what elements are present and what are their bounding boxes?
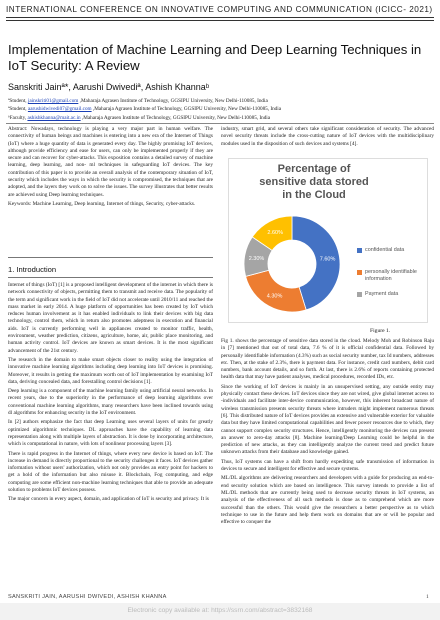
footer-authors: SANSKRITI JAIN, AARUSHI DWIVEDI, ASHISH KHANNA <box>8 594 167 600</box>
intro-paragraph: The major concern in every aspect, domain, and application of IoT is security and privacy. It is <box>8 496 209 503</box>
abstract-block <box>8 126 213 210</box>
pie-slice-label: 2.60% <box>267 230 283 237</box>
right-column-body <box>221 338 434 528</box>
intro-left-column <box>8 282 213 506</box>
figure-title: Percentage of sensitive data stored in the Cloud <box>259 163 369 201</box>
legend-label: personally identifiable information <box>365 269 417 282</box>
header-rule-bottom <box>6 20 434 21</box>
email-link-1[interactable]: jainskriti01@gmail.com <box>27 98 79 104</box>
affiliations <box>8 97 434 122</box>
ssrn-watermark-text: Electronic copy available at: https://ssrn.com/abstract=3832168 <box>127 607 313 614</box>
body-paragraph: Since the working of IoT devices is mainly in an unsupervised setting, any outside entity may physically contact these devices. IoT devices since they are not wired, give global internet access to -individuals and facilitate inter-device communication, however, this inherent broadcast nature of wireless transmission presents security threats where intruders might implement numerous threats [6]. This distributed nature of IoT devices provides an extensive and vulnerable exterior for valuable data but they have limited computational capabilities and fewer power resources due to which, they cannot support complex security structures. Hence, intelligently monitoring the devices can present an answer to zero-day attacks [8]. Machine learning/Deep Learning could be helpful in the prediction of new attacks, as they can intelligently analyze the current trend and predict future unknown attacks from their database and knowledge gained. <box>221 383 434 456</box>
legend-swatch <box>357 270 362 275</box>
section-separator <box>8 277 213 278</box>
intro-paragraph: Deep learning is a component of the machine learning family using artificial neural networks. In recent years, due to the superiority in the performance of deep learning algorithms over conventional machine learning algorithms, many researchers have been inclined towards using dl algorithms for enhancing security in the IoT environment. <box>8 388 213 417</box>
email-link-3[interactable]: ashishkhanna@mait.ac.in <box>27 114 81 121</box>
body-paragraph: Fig 1. shows the percentage of sensitive data stored in the cloud. Melody Moh and Robinson Raju in [7] mentioned that out of total data, 7.6 % of it is official confidential data. Followed by personally identifiable information (4.3%) such as social security number, tax Id numbers, addresses etc. Then, at the stake of 2.3%, there is payment data. For instance, credit card numbers, debit card numbers, bank account details, and so forth. At last, there is 2.6% of reports containing protected health data that may have patient analyses, medical procedures, recorded IDs, etc. <box>221 338 434 381</box>
email-link-2[interactable]: aarushidwivedi07@gmail.com <box>27 106 92 113</box>
legend-label: Payment data <box>365 291 399 297</box>
page-number: 1 <box>426 594 429 600</box>
abstract-separator <box>8 257 213 258</box>
affiliation-2: ªStudent, aarushidwivedi07@gmail.com ,Maharaja Agrasen Institute of Technology, GGSIPU University, New Delhi-110085, India <box>8 106 282 113</box>
intro-paragraph: Internet of things (IoT) [1] is a proposed intelligent development of the internet in which there is network connectivity of objects, permitting them to transmit and receive data. The popularity of the term and significant work in the field of IoT did not accelerate until 2010/11 and reached the mass market in early 2014. A huge platform of opportunities has been created by IoT which reduces human involvement as it has enabled individuals to link their devices with big data technology, control them, which in return also promotes adeptness in execution and financial aids. IoT is currently performing well in appliances created to monitor traffic, health, environment, weather prediction, citizens, agriculture, home, air, public place monitoring, and human activity control. IoT devices are known as smart devices. It is the most significant advancement of the 21st century. <box>8 282 213 354</box>
pie-chart <box>237 209 357 319</box>
right-column-top-text: industry, smart grid, and several others take significant consideration of security. The advanced novel security threats include the cross-cutting nature of IoT devices with the multidisciplinary modules used in the disposition of such devices and systems [4]. <box>221 126 434 147</box>
author-line: Sanskriti Jainª*, Aarushi Dwivediª, Ashish Khannaᵇ <box>8 82 210 92</box>
body-paragraph: ML/DL algorithms are delivering researchers and developers with a guide for producing an end-to-end security solution which are based on intelligence. This survey intends to provide a list of ML/DL methods that are currently being used to decrease security threats in IoT systems, an analysis of the effectiveness of all such methods is done as to comprehend which are more successful than the others. This would give the researchers a better perspective as to which technique to use in the future and help them work on domains that are or will be popular and effective to conquer the <box>221 475 434 526</box>
figure-1 <box>228 158 428 323</box>
intro-paragraph: The research in the domain to make smart objects closer to reality using the integration of innovative machine learning algorithms including deep learning into IoT devices is promising. Moreover, it results in getting the maximum worth out of IoT implementation by examining IoT data, deriving concealed data, and forestalling control decisions [1]. <box>8 356 213 385</box>
legend-label: confidential data <box>365 247 405 253</box>
legend-swatch <box>357 292 362 297</box>
conference-header: INTERNATIONAL CONFERENCE ON INNOVATIVE COMPUTING AND COMMUNICATION (ICICC- 2021) <box>6 5 433 14</box>
affiliation-1: ªStudent, jainskriti01@gmail.com ,Maharaja Agrasen Institute of Technology, GGSIPU University, New Delhi-110085, India <box>8 98 268 104</box>
header-rule-top <box>6 17 434 18</box>
intro-paragraph: There is rapid progress in the Internet of things, where every new device is based on IoT. The increase in demand is directly proportional to the security challenges it faces. IoT devices gather information without users' authorization, which not only provides an entry point for hackers to get a hold of the information but also misuse it. Blockchain, Fog computing, and edge computing are some efficient non-machine learning techniques that able to provide an adequate solution to problems IoT devices possess. <box>8 450 213 494</box>
pie-slice-label: 2.30% <box>248 255 265 262</box>
pie-slice-label: 7.60% <box>319 256 336 263</box>
figure-caption: Figure 1. <box>370 328 391 334</box>
body-paragraph: Thus, IoT systems can have a shift from hardly expediting safe transmission of information in devices to secure and intelligent for effective and secure systems. <box>221 458 434 473</box>
intro-paragraph: In [2] authors emphasize the fact that deep Learning uses several layers of units for greatly optimized algorithmic techniques. DL approaches have the capability of learning data representation along with multiple layers of abstraction. It is done by incorporating architecture, which is computational in nature, with lots of nonlinear processing layers [3]. <box>8 419 213 448</box>
affiliation-rule <box>6 123 434 124</box>
paper-title: Implementation of Machine Learning and Deep Learning Techniques in IoT Security: A Review <box>8 42 422 73</box>
legend-swatch <box>357 248 362 253</box>
pie-slice-label: 4.30% <box>266 293 283 300</box>
pie-slice <box>246 270 307 312</box>
section-heading-introduction: 1. Introduction <box>8 265 57 274</box>
affiliation-3: ᵇFaculty, ashishkhanna@mait.ac.in ,Maharaja Agrasen Institute of Technology, GGSIPU University, New Delhi-110085, India <box>8 114 271 121</box>
abstract-text: Abstract: Nowadays, technology is playing a very major part in human welfare. The connectivity of human beings and machines is entering into a new era of the Internet of Things (IoT) where a huge quantity of data is generated every day. The highly promising IoT devices, although provide efficiency and ease for users, can only be implemented properly if they are secure and can recover for cyber-attacks. This exposition contains a detailed survey of machine learning, deep learning, and non- ml techniques in safeguarding IoT devices. The key contribution of this paper is to provide an overall analysis of the contemporary situation of IoT, security which includes the ways in which the security is compromised, the techniques that are adopted, and the layers they work on to solve the issues. The survey illustrates that better results are achieved using Deep learning techniques. <box>8 126 213 198</box>
keywords-text: Keywords: Machine Learning, Deep learning, Internet of things, Security, cyber-attacks. <box>8 200 196 207</box>
